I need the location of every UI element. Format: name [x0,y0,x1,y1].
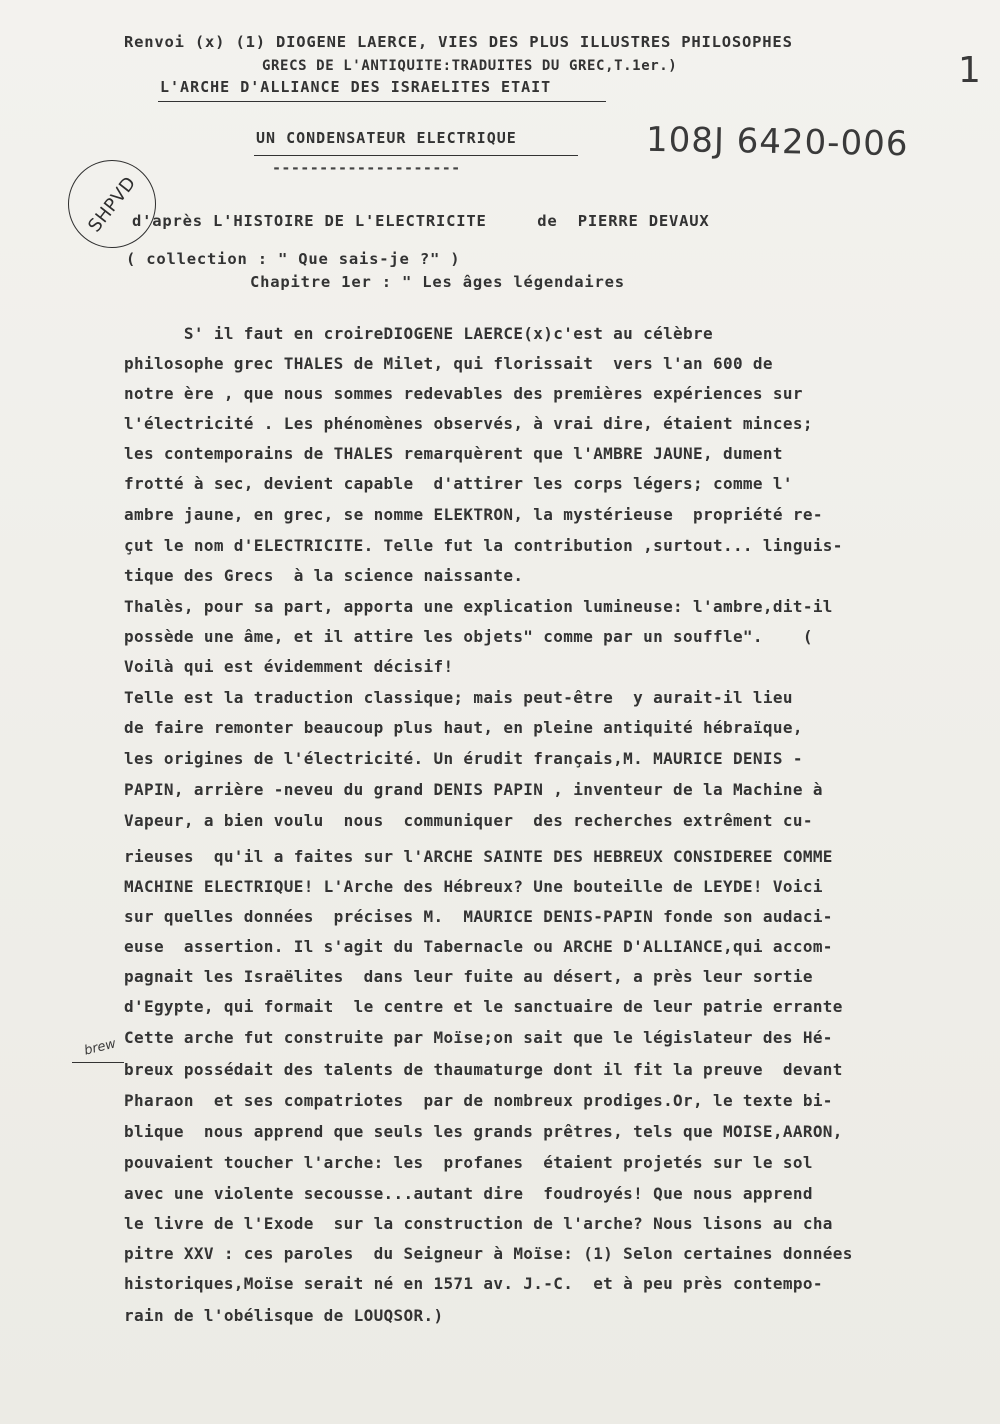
footnote-header-line-1: Renvoi (x) (1) DIOGENE LAERCE, VIES DES PLUS ILLUSTRES PHILOSOPHES [124,33,793,51]
title-line-2: UN CONDENSATEUR ELECTRIQUE [256,129,517,147]
body-line: pitre XXV : ces paroles du Seigneur à Moïse: (1) Selon certaines données [124,1244,853,1263]
body-line: avec une violente secousse...autant dire foudroyés! Que nous apprend [124,1184,813,1203]
body-line: sur quelles données précises M. MAURICE DENIS-PAPIN fonde son audaci- [124,907,833,926]
body-line: tique des Grecs à la science naissante. [124,566,524,585]
archive-reference: 108J 6420-006 [645,119,909,165]
body-line: historiques,Moïse serait né en 1571 av. J.-C. et à peu près contempo- [124,1274,823,1293]
title-underline-1 [158,101,606,102]
source-line-1: d'après L'HISTOIRE DE L'ELECTRICITE de PIERRE DEVAUX [132,212,710,230]
body-line: Cette arche fut construite par Moïse;on sait que le législateur des Hé- [124,1028,833,1047]
title-dashes: -------------------- [272,159,461,177]
body-line: Thalès, pour sa part, apporta une explication lumineuse: l'ambre,dit-il [124,597,833,616]
body-line: ambre jaune, en grec, se nomme ELEKTRON, la mystérieuse propriété re- [124,505,823,524]
body-line: possède une âme, et il attire les objets" comme par un souffle". ( [124,627,813,646]
title-underline-2 [254,155,578,156]
body-line: Voilà qui est évidemment décisif! [124,657,454,676]
body-line: rain de l'obélisque de LOUQSOR.) [124,1306,444,1325]
body-line: çut le nom d'ELECTRICITE. Telle fut la contribution ,surtout... linguis- [124,536,843,555]
body-line: frotté à sec, devient capable d'attirer les corps légers; comme l' [124,474,793,493]
body-line: l'électricité . Les phénomènes observés, à vrai dire, étaient minces; [124,414,813,433]
source-line-3: Chapitre 1er : " Les âges légendaires [250,273,625,291]
body-line: MACHINE ELECTRIQUE! L'Arche des Hébreux? Une bouteille de LEYDE! Voici [124,877,823,896]
body-line: les origines de l'électricité. Un érudit français,M. MAURICE DENIS - [124,749,803,768]
body-line: pouvaient toucher l'arche: les profanes étaient projetés sur le sol [124,1153,813,1172]
body-line: PAPIN, arrière -neveu du grand DENIS PAPIN , inventeur de la Machine à [124,780,823,799]
source-line-2: ( collection : " Que sais-je ?" ) [126,250,461,268]
title-line-1: L'ARCHE D'ALLIANCE DES ISRAELITES ETAIT [160,78,552,96]
body-line: pagnait les Israëlites dans leur fuite au désert, a près leur sortie [124,967,813,986]
margin-note-stroke [72,1062,124,1063]
footnote-header-line-2: GRECS DE L'ANTIQUITE:TRADUITES DU GREC,T.1er.) [262,58,678,74]
body-line: Telle est la traduction classique; mais peut-être y aurait-il lieu [124,688,793,707]
body-line: blique nous apprend que seuls les grands prêtres, tels que MOISE,AARON, [124,1122,843,1141]
body-line: les contemporains de THALES remarquèrent que l'AMBRE JAUNE, dument [124,444,783,463]
body-line: d'Egypte, qui formait le centre et le sanctuaire de leur patrie errante [124,997,843,1016]
margin-note: brew [82,1036,118,1059]
body-line: notre ère , que nous sommes redevables des premières expériences sur [124,384,803,403]
archive-stamp [68,160,156,248]
body-line: de faire remonter beaucoup plus haut, en pleine antiquité hébraïque, [124,718,803,737]
body-line: Pharaon et ses compatriotes par de nombreux prodiges.Or, le texte bi- [124,1091,833,1110]
stamp-text: SHPVD [83,172,141,236]
body-line: breux possédait des talents de thaumaturge dont il fit la preuve devant [124,1060,843,1079]
body-line: rieuses qu'il a faites sur l'ARCHE SAINTE DES HEBREUX CONSIDEREE COMME [124,847,833,866]
body-line: euse assertion. Il s'agit du Tabernacle ou ARCHE D'ALLIANCE,qui accom- [124,937,833,956]
body-line: Vapeur, a bien voulu nous communiquer des recherches extrêment cu- [124,811,813,830]
body-line: philosophe grec THALES de Milet, qui florissait vers l'an 600 de [124,354,773,373]
page-number: 1 [958,50,981,91]
body-line: S' il faut en croireDIOGENE LAERCE(x)c'est au célèbre [124,324,713,343]
body-line: le livre de l'Exode sur la construction de l'arche? Nous lisons au cha [124,1214,833,1233]
